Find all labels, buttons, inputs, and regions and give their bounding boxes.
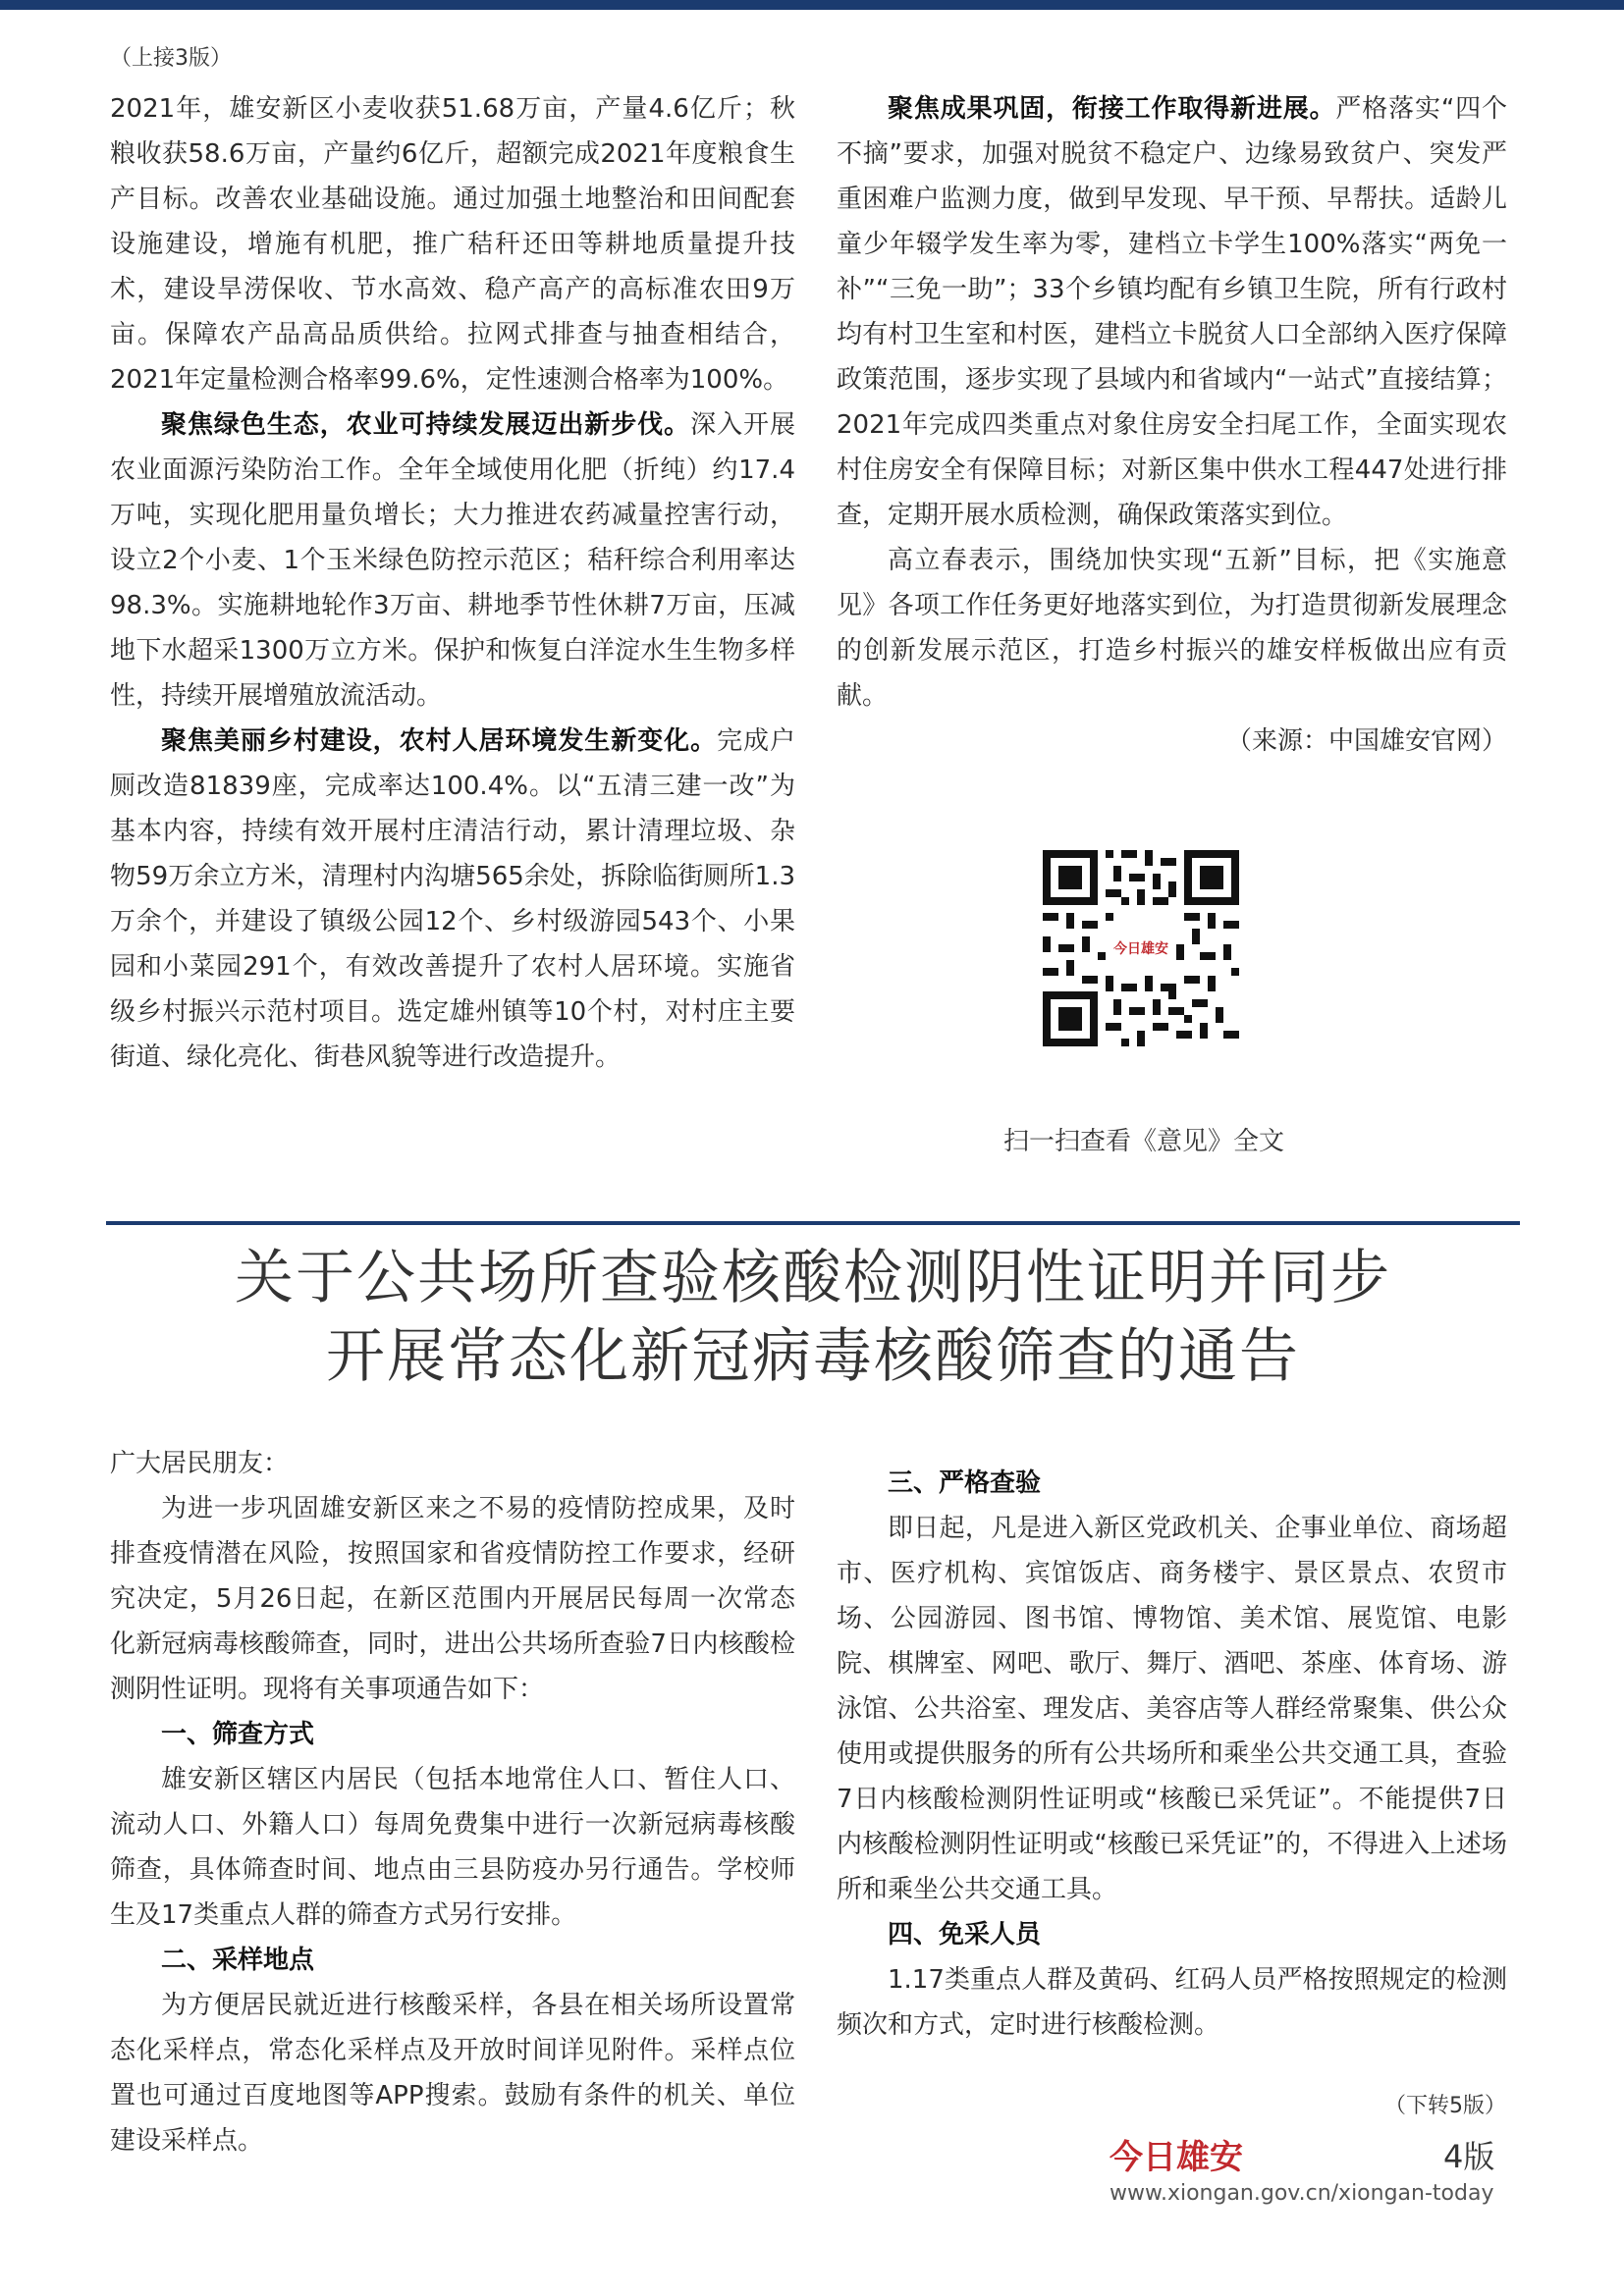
section-heading: 二、采样地点 <box>161 1946 315 1975</box>
paragraph: 雄安新区辖区内居民（包括本地常住人口、暂住人口、流动人口、外籍人口）每周免费集中进行一次新冠病毒核酸筛查，具体筛查时间、地点由三县防疫办另行通告。学校师生及17类重点人群的筛查方式另行安排。 <box>110 1765 795 1930</box>
section-heading: 一、筛查方式 <box>161 1720 315 1749</box>
qr-code[interactable] <box>1043 850 1239 1046</box>
section-heading: 三、严格查验 <box>888 1468 1042 1498</box>
paragraph-lead: 聚焦成果巩固，衔接工作取得新进展。 <box>888 94 1336 124</box>
notice-title-line-1: 关于公共场所查验核酸检测阴性证明并同步 <box>235 1244 1391 1312</box>
continued-from: （上接3版） <box>110 46 232 71</box>
notice-title-line-2: 开展常态化新冠病毒核酸筛查的通告 <box>326 1322 1300 1391</box>
greeting: 广大居民朋友： <box>110 1449 290 1478</box>
continued-to: （下转5版） <box>1384 2094 1506 2118</box>
qr-caption: 扫一扫查看《意见》全文 <box>1002 1127 1284 1156</box>
notice-right-column <box>837 1461 1507 2048</box>
paragraph: 聚焦美丽乡村建设，农村人居环境发生新变化。完成户厕改造81839座，完成率达100.4%。以“五清三建一改”为基本内容，持续有效开展村庄清洁行动，累计清理垃圾、杂物59万余立方米，清理村内沟塘565余处，拆除临街厕所1.3万余个，并建设了镇级公园12个、乡村级游园543个、小果园和小菜园291个，有效改善提升了农村人居环境。实施省级乡村振兴示范村项目。选定雄州镇等10个村，对村庄主要街道、绿化亮化、街巷风貌等进行改造提升。 <box>110 726 795 1072</box>
source-credit: （来源：中国雄安官网） <box>1225 726 1507 756</box>
section-divider <box>106 1221 1520 1225</box>
top-article-left-column <box>110 86 795 1080</box>
paragraph: 1.17类重点人群及黄码、红码人员严格按照规定的检测频次和方式，定时进行核酸检测。 <box>837 1965 1507 2040</box>
paragraph: 聚焦绿色生态，农业可持续发展迈出新步伐。深入开展农业面源污染防治工作。全年全域使用化肥（折纯）约17.4万吨，实现化肥用量负增长；大力推进农药减量控害行动，设立2个小麦、1个玉米绿色防控示范区；秸秆综合利用率达98.3%。实施耕地轮作3万亩、耕地季节性休耕7万亩，压减地下水超采1300万立方米。保护和恢复白洋淀水生生物多样性，持续开展增殖放流活动。 <box>110 410 795 711</box>
paragraph: 即日起，凡是进入新区党政机关、企事业单位、商场超市、医疗机构、宾馆饭店、商务楼宇、景区景点、农贸市场、公园游园、图书馆、博物馆、美术馆、展览馆、电影院、棋牌室、网吧、歌厅、舞厅、酒吧、茶座、体育场、游泳馆、公共浴室、理发店、美容店等人群经常聚集、供公众使用或提供服务的所有公共场所和乘坐公共交通工具，查验7日内核酸检测阴性证明或“核酸已采凭证”。不能提供7日内核酸检测阴性证明或“核酸已采凭证”的，不得进入上述场所和乘坐公共交通工具。 <box>837 1514 1507 1904</box>
paragraph: 为进一步巩固雄安新区来之不易的疫情防控成果，及时排查疫情潜在风险，按照国家和省疫情防控工作要求，经研究决定，5月26日起，在新区范围内开展居民每周一次常态化新冠病毒核酸筛查，同时，进出公共场所查验7日内核酸检测阴性证明。现将有关事项通告如下： <box>110 1494 795 1704</box>
qr-center-logo: 今日雄安 <box>1111 929 1170 968</box>
footer-logo: 今日雄安 <box>1110 2138 1243 2177</box>
top-article-right-column <box>837 86 1507 764</box>
notice-left-column <box>110 1441 795 2163</box>
notice-title <box>106 1239 1520 1396</box>
page-number: 4版 <box>1443 2138 1495 2175</box>
top-rule <box>0 0 1624 10</box>
footer-url[interactable]: www.xiongan.gov.cn/xiongan-today <box>1110 2181 1494 2206</box>
paragraph: 2021年，雄安新区小麦收获51.68万亩，产量4.6亿斤；秋粮收获58.6万亩，产量约6亿斤，超额完成2021年度粮食生产目标。改善农业基础设施。通过加强土地整治和田间配套设施建设，增施有机肥，推广秸秆还田等耕地质量提升技术，建设旱涝保收、节水高效、稳产高产的高标准农田9万亩。保障农产品高品质供给。拉网式排查与抽查相结合，2021年定量检测合格率99.6%，定性速测合格率为100%。 <box>110 94 795 395</box>
section-heading: 四、免采人员 <box>888 1920 1042 1949</box>
paragraph: 高立春表示，围绕加快实现“五新”目标，把《实施意见》各项工作任务更好地落实到位，为打造贯彻新发展理念的创新发展示范区，打造乡村振兴的雄安样板做出应有贡献。 <box>837 546 1507 711</box>
paragraph: 为方便居民就近进行核酸采样，各县在相关场所设置常态化采样点，常态化采样点及开放时间详见附件。采样点位置也可通过百度地图等APP搜索。鼓励有条件的机关、单位建设采样点。 <box>110 1991 795 2156</box>
paragraph-lead: 聚焦绿色生态，农业可持续发展迈出新步伐。 <box>161 410 691 440</box>
paragraph-lead: 聚焦美丽乡村建设，农村人居环境发生新变化。 <box>161 726 718 756</box>
paragraph: 聚焦成果巩固，衔接工作取得新进展。严格落实“四个不摘”要求，加强对脱贫不稳定户、边缘易致贫户、突发严重困难户监测力度，做到早发现、早干预、早帮扶。适龄儿童少年辍学发生率为零，建档立卡学生100%落实“两免一补”“三免一助”；33个乡镇均配有乡镇卫生院，所有行政村均有村卫生室和村医，建档立卡脱贫人口全部纳入医疗保障政策范围，逐步实现了县域内和省域内“一站式”直接结算；2021年完成四类重点对象住房安全扫尾工作，全面实现农村住房安全有保障目标；对新区集中供水工程447处进行排查，定期开展水质检测，确保政策落实到位。 <box>837 94 1507 530</box>
